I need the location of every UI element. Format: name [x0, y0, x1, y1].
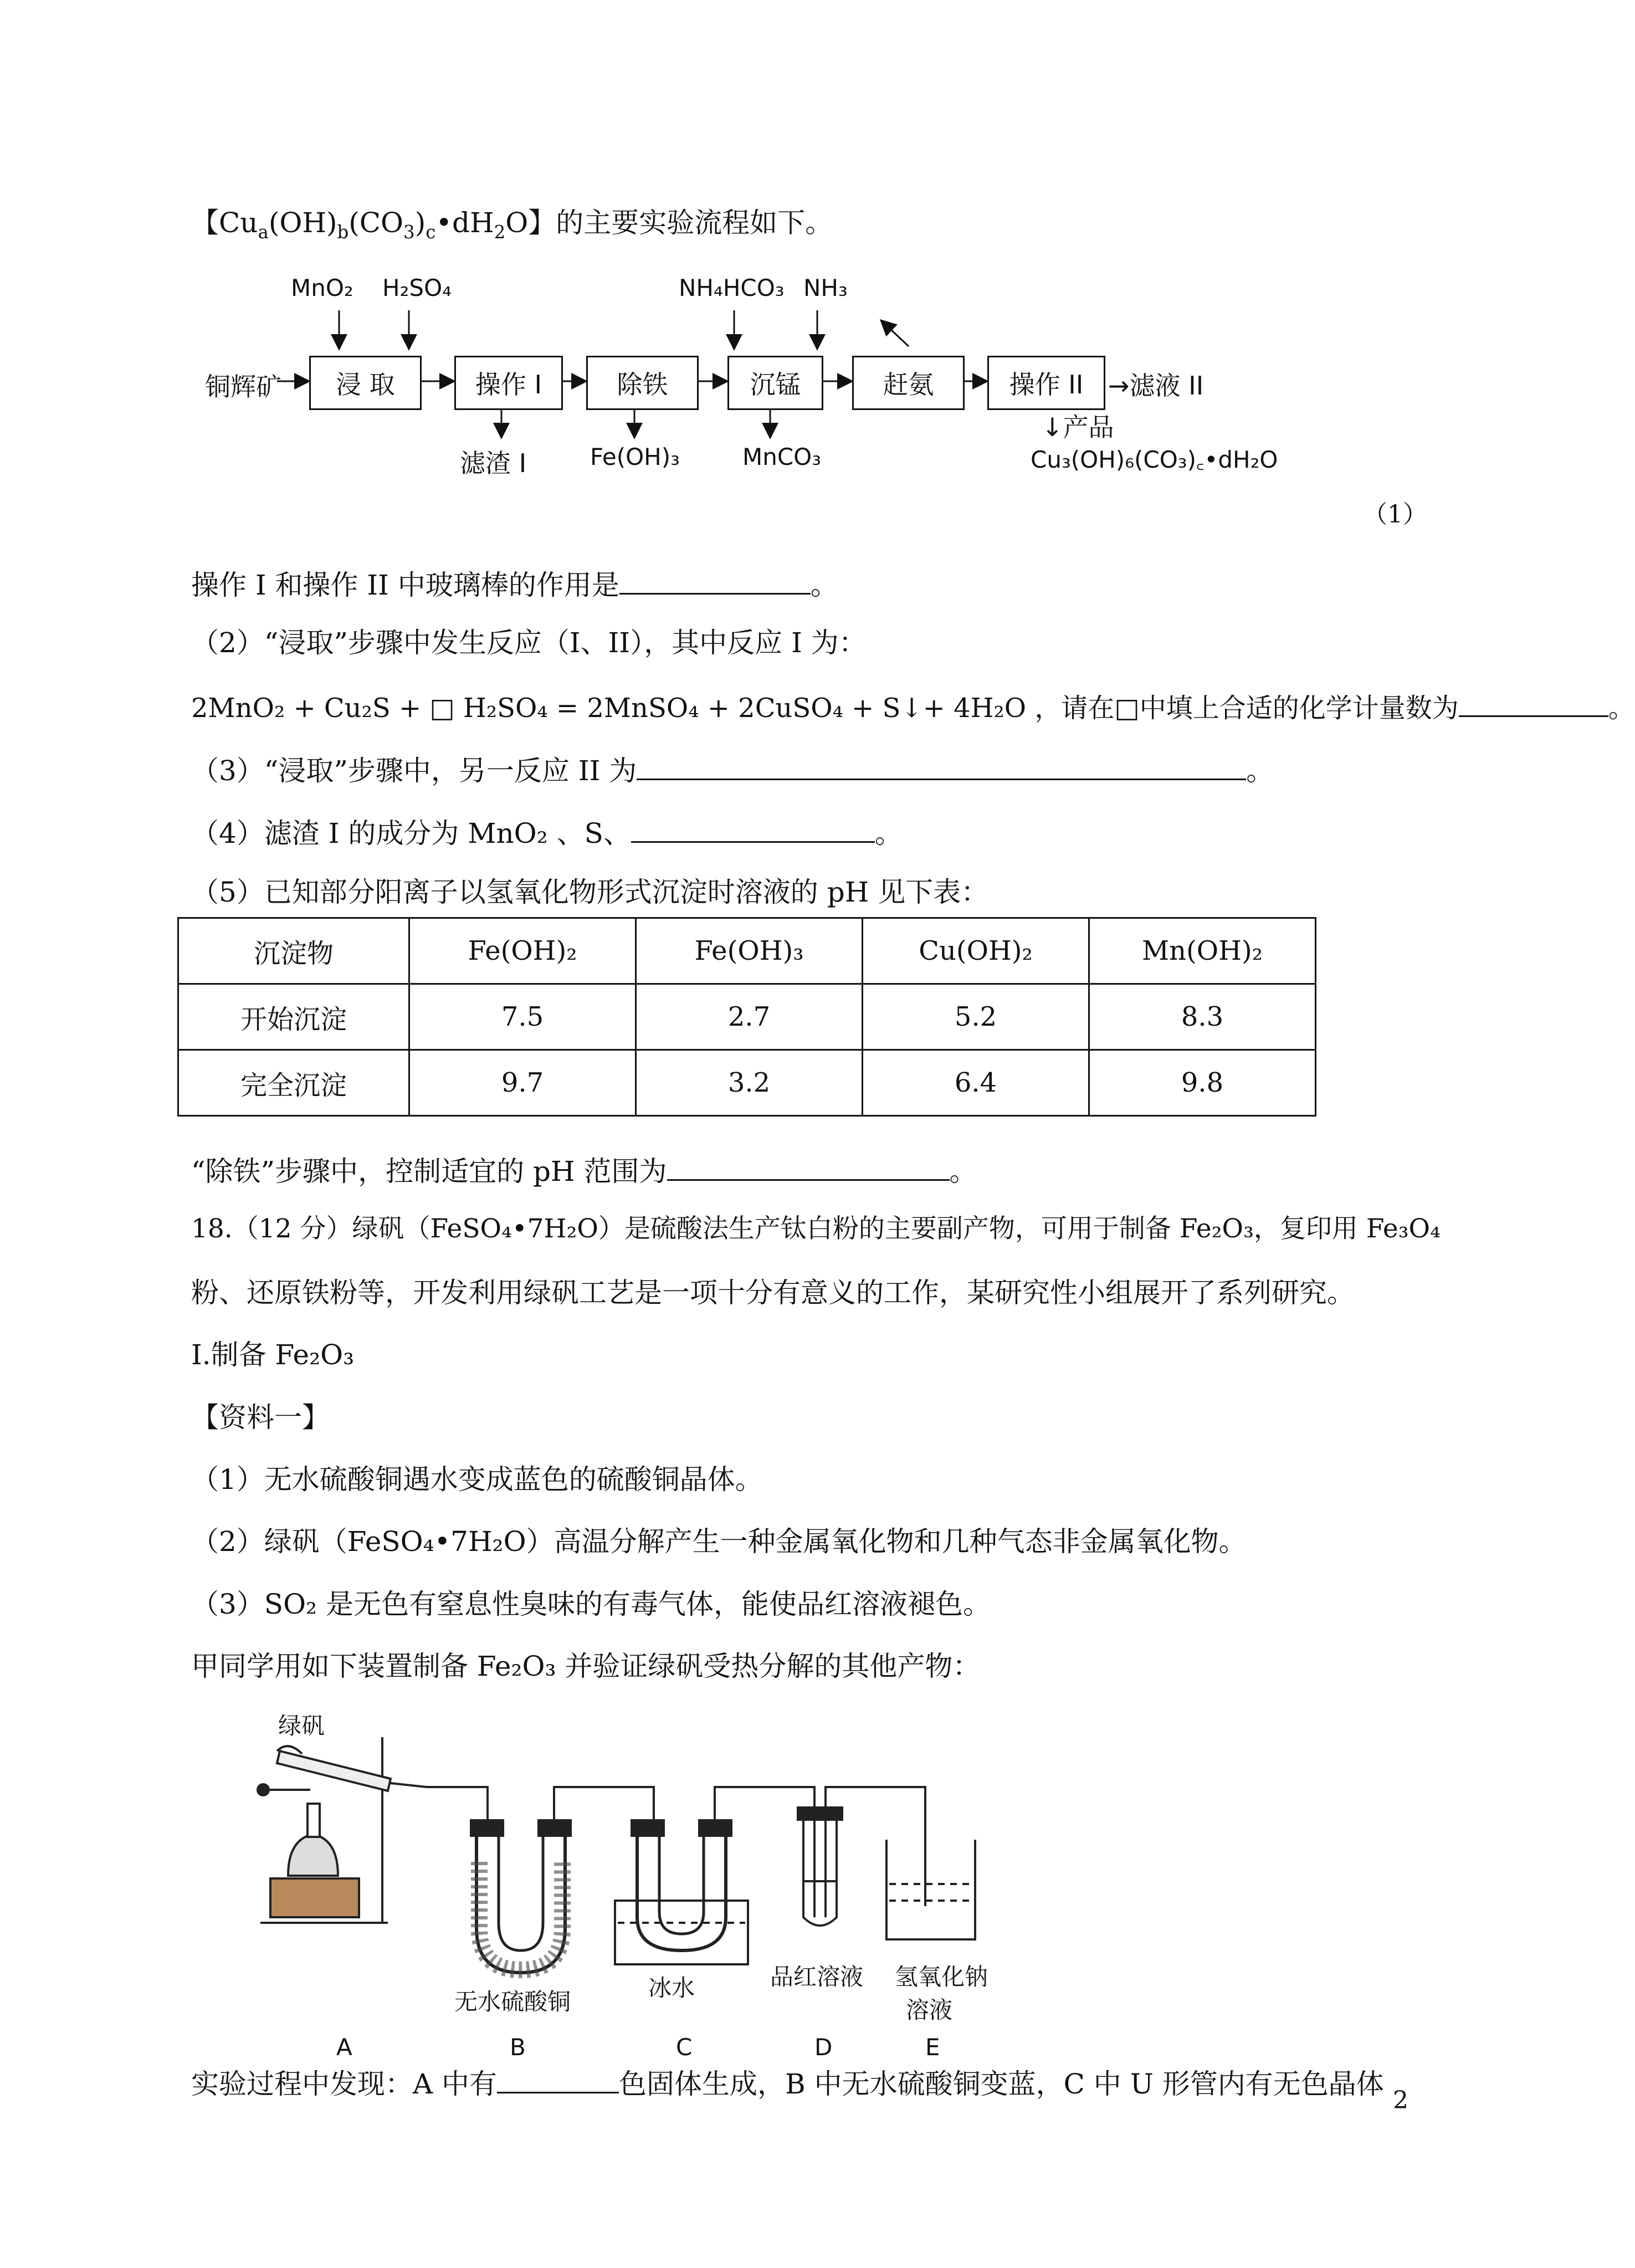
section-1-title: Ⅰ.制备 Fe₂O₃	[191, 1339, 355, 1371]
apparatus-label-green-vitriol: 绿矾	[278, 1712, 325, 1739]
table-cell: 7.5	[409, 984, 636, 1050]
table-cell: 2.7	[636, 984, 863, 1050]
page-number: 2	[1393, 2086, 1408, 2115]
apparatus-letter-a: A	[336, 2034, 352, 2061]
question-2-equation: 2MnO₂ + Cu₂S + □ H₂SO₄ = 2MnSO₄ + 2CuSO₄ + S↓+ 4H₂O ，请在□中填上合适的化学计量数为 。	[191, 689, 1635, 725]
flow-label-product: ↓产品	[1042, 412, 1114, 442]
flow-box-op2: 操作 II	[987, 356, 1105, 410]
flow-box-ammonia: 赶氨	[852, 356, 965, 410]
table-cell: Mn(OH)₂	[1089, 918, 1316, 984]
question-18-line2: 粉、还原铁粉等，开发利用绿矾工艺是一项十分有意义的工作，某研究性小组展开了系列研究。	[191, 1277, 1355, 1309]
reference-3: （3）SO₂ 是无色有窒息性臭味的有毒气体，能使品红溶液褪色。	[191, 1588, 991, 1620]
table-cell: 9.8	[1089, 1050, 1316, 1116]
flow-label-h2so4: H₂SO₄	[382, 274, 452, 301]
flow-label-residue: 滤渣 I	[460, 448, 527, 478]
apparatus-intro: 甲同学用如下装置制备 Fe₂O₃ 并验证绿矾受热分解的其他产物：	[191, 1650, 981, 1682]
flow-label-feoh3: Fe(OH)₃	[590, 443, 680, 470]
reference-2: （2）绿矾（FeSO₄•7H₂O）高温分解产生一种金属氧化物和几种气态非金属氧化物。	[191, 1525, 1247, 1558]
intro-line: 【$Cu_a(OH)_b(CO_3)_c•dH_2O$】的主要实验流程如下。	[191, 207, 833, 243]
intro-tail: 】的主要实验流程如下。	[528, 207, 833, 239]
question-5: （5）已知部分阳离子以氢氧化物形式沉淀时溶液的 pH 见下表：	[191, 876, 989, 908]
table-cell: 沉淀物	[178, 918, 409, 984]
apparatus-letter-d: D	[814, 2034, 833, 2061]
question-2-title: （2）“浸取”步骤中发生反应（I、II），其中反应 I 为：	[191, 627, 867, 659]
flow-start: 铜辉矿	[205, 372, 281, 402]
table-cell: 9.7	[409, 1050, 636, 1116]
reference-1: （1）无水硫酸铜遇水变成蓝色的硫酸铜晶体。	[191, 1463, 763, 1496]
flow-box-iron-removal: 除铁	[586, 356, 699, 410]
question-3: （3）“浸取”步骤中，另一反应 II 为 。	[191, 751, 1274, 787]
apparatus-label-e2: 溶液	[906, 1996, 953, 2024]
flow-box-op1: 操作 I	[454, 356, 563, 410]
flow-label-nh4hco3: NH₄HCO₃	[679, 274, 785, 301]
flow-filtrate: →滤液 II	[1108, 371, 1204, 401]
question-5-tail: “除铁”步骤中，控制适宜的 pH 范围为 。	[191, 1151, 977, 1188]
table-cell: 开始沉淀	[178, 984, 409, 1050]
apparatus-label-d: 品红溶液	[770, 1963, 864, 1990]
table-cell: Fe(OH)₂	[409, 918, 636, 984]
table-cell: 完全沉淀	[178, 1050, 409, 1116]
apparatus-letter-c: C	[676, 2034, 693, 2061]
intro-prefix: 【Cu	[191, 207, 258, 239]
table-cell: 5.2	[863, 984, 1089, 1050]
flow-label-product-formula: Cu₃(OH)₆(CO₃)꜀•dH₂O	[1031, 446, 1278, 473]
question-18-line1: 18.（12 分）绿矾（FeSO₄•7H₂O）是硫酸法生产钛白粉的主要副产物，可用于制备 Fe₂O₃，复印用 Fe₃O₄	[191, 1214, 1441, 1244]
table-cell: Fe(OH)₃	[636, 918, 863, 984]
flow-label-nh3: NH₃	[803, 274, 848, 301]
table-cell: 8.3	[1089, 984, 1316, 1050]
reference-title: 【资料一】	[191, 1401, 330, 1434]
table-cell: 6.4	[863, 1050, 1089, 1116]
flow-label-mno2: MnO₂	[291, 274, 353, 301]
question-1-number: （1）	[1363, 500, 1427, 529]
apparatus-letter-b: B	[510, 2034, 526, 2061]
question-1: 操作 I 和操作 II 中玻璃棒的作用是 。	[191, 565, 838, 602]
apparatus-label-c: 冰水	[648, 1974, 695, 2001]
flow-box-mn-precip: 沉锰	[727, 356, 823, 410]
apparatus-letter-e: E	[925, 2034, 940, 2061]
table-cell: Cu(OH)₂	[863, 918, 1089, 984]
apparatus-label-e1: 氢氧化钠	[895, 1963, 988, 1990]
apparatus-label-b: 无水硫酸铜	[454, 1988, 571, 2015]
question-4: （4）滤渣 I 的成分为 MnO₂ 、S、 。	[191, 813, 903, 850]
experiment-result: 实验过程中发现：A 中有 色固体生成，B 中无水硫酸铜变蓝，C 中 U 形管内有无色晶体	[191, 2064, 1384, 2101]
flow-box-leach: 浸 取	[309, 356, 422, 410]
table-cell: 3.2	[636, 1050, 863, 1116]
flow-label-mnco3: MnCO₃	[742, 443, 822, 470]
